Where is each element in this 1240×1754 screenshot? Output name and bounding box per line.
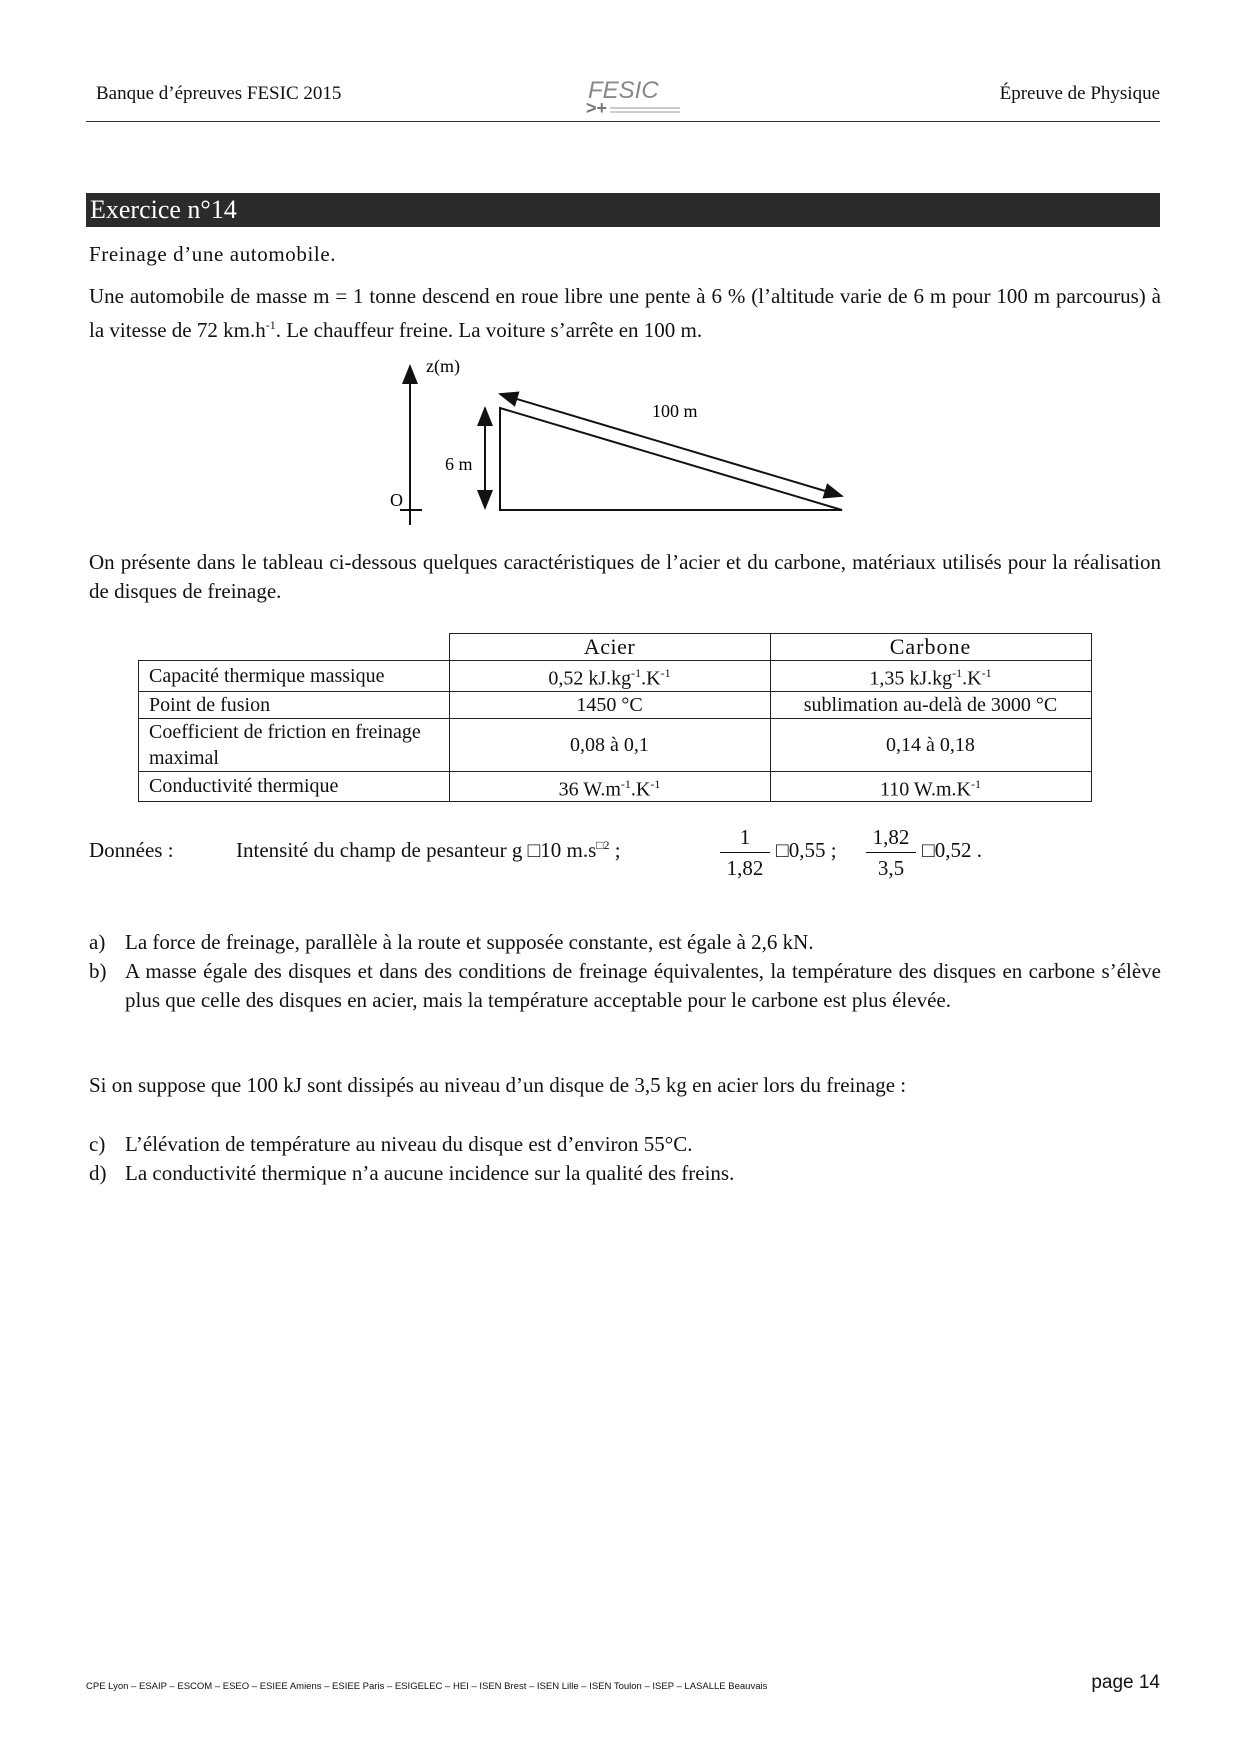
fesic-logo xyxy=(580,72,700,118)
header-carbone: Carbone xyxy=(770,634,1091,661)
gravity-data: Intensité du champ de pesanteur g □10 $m.s^{□2}$ ; xyxy=(236,838,621,862)
exercise-subtitle: Freinage d’une automobile. xyxy=(89,242,337,266)
header-rule xyxy=(86,121,1160,122)
cell-carbone: 0,14 à 0,18 xyxy=(770,718,1091,771)
table-header-row xyxy=(139,634,1092,661)
table-row xyxy=(139,661,1092,692)
slope-diagram xyxy=(360,350,860,530)
table-row xyxy=(139,718,1092,771)
height-label: 6 m xyxy=(445,454,473,474)
list-item: a) La force de freinage, parallèle à la route et supposée constante, est égale à 2,6 kN. xyxy=(89,930,814,954)
cell-acier: 36 $W.m^{-1}.K^{-1}$ xyxy=(449,771,770,802)
exercise-title: Exercice n°14 xyxy=(86,193,1160,227)
donnees-label: Données : xyxy=(89,838,174,862)
footer-schools: CPE Lyon – ESAIP – ESCOM – ESEO – ESIEE Amiens – ESIEE Paris – ESIGELEC – HEI – ISEN Brest – ISEN Lille – ISEN Toulon – ISEP – LASALLE Beauvais xyxy=(86,1681,768,1692)
exercise-intro: Une automobile de masse m = 1 tonne descend en roue libre une pente à 6 % (l’altitude varie de 6 m pour 100 m parcourus) à la vitesse de 72 $km.h^{-1}$. Le chauffeur freine. La voiture s’arrête en 100 m. xyxy=(89,284,1161,342)
page-number: page 14 xyxy=(1091,1672,1160,1693)
row-label: Capacité thermique massique xyxy=(139,661,450,692)
fraction-1-value: □0,55 ; xyxy=(776,838,837,862)
fraction-1: $\frac{1}{1,82}$ xyxy=(720,822,770,883)
table-row xyxy=(139,771,1092,802)
svg-text:>+: >+ xyxy=(586,98,608,118)
z-axis-label: z(m) xyxy=(426,356,460,376)
slope-triangle xyxy=(500,408,842,510)
length-label: 100 m xyxy=(652,401,698,421)
list-item: c) L’élévation de température au niveau du disque est d’environ 55°C. xyxy=(89,1132,693,1156)
row-label: Conductivité thermique xyxy=(139,771,450,802)
row-label: Coefficient de friction en freinage maximal xyxy=(139,718,450,771)
row-label: Point de fusion xyxy=(139,691,450,718)
cell-carbone: sublimation au-delà de 3000 °C xyxy=(770,691,1091,718)
header-right: Épreuve de Physique xyxy=(999,83,1160,104)
header-acier: Acier xyxy=(449,634,770,661)
materials-text: On présente dans le tableau ci-dessous quelques caractéristiques de l’acier et du carbone, matériaux utilisés pour la réalisation de disques de freinage. xyxy=(89,550,1161,603)
origin-label: O xyxy=(390,490,403,510)
table-row xyxy=(139,691,1092,718)
cell-carbone: 110 $W.m.K^{-1}$ xyxy=(770,771,1091,802)
cell-acier: 0,08 à 0,1 xyxy=(449,718,770,771)
fraction-2: $\frac{1,82}{3,5}$ xyxy=(866,822,916,883)
cell-carbone: 1,35 $kJ.kg^{-1}.K^{-1}$ xyxy=(770,661,1091,692)
logo-text: FESIC xyxy=(588,77,659,104)
header-left: Banque d’épreuves FESIC 2015 xyxy=(96,83,342,104)
fraction-2-value: □0,52 . xyxy=(922,838,982,862)
cell-acier: 1450 °C xyxy=(449,691,770,718)
cell-acier: 0,52 $kJ.kg^{-1}.K^{-1}$ xyxy=(449,661,770,692)
list-item: d) La conductivité thermique n’a aucune incidence sur la qualité des freins. xyxy=(89,1161,735,1185)
list-item: b) A masse égale des disques et dans des conditions de freinage équivalentes, la température des disques en carbone s’élève plus que celle des disques en acier, mais la température acceptable pour le carbone est plus élevée. xyxy=(89,959,1161,1012)
materials-table xyxy=(138,633,1092,802)
supposition-text: Si on suppose que 100 kJ sont dissipés au niveau d’un disque de 3,5 kg en acier lors du freinage : xyxy=(89,1073,907,1097)
